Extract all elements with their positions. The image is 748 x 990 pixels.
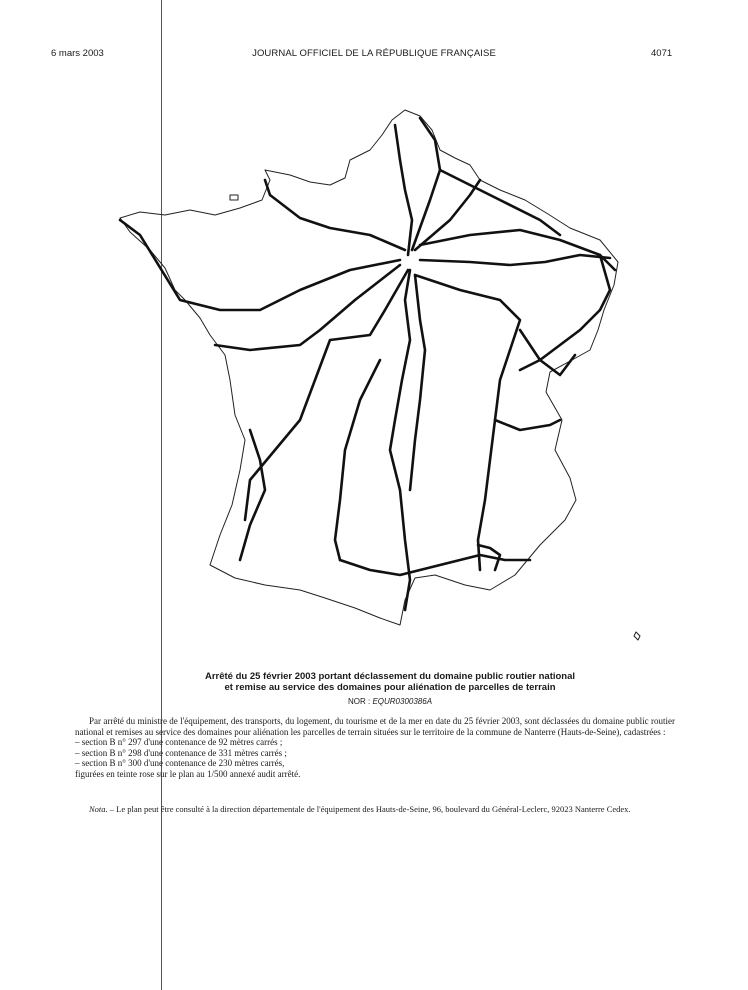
road-central xyxy=(390,270,410,610)
nota-text: – Le plan peut être consulté à la direction départementale de l'équipement des Hauts-de-Seine, 96, boulevard du Général-Leclerc, 92023 Nanterre Cedex. xyxy=(107,804,631,814)
nor-reference xyxy=(130,697,650,706)
page-header xyxy=(0,48,748,62)
arrete-title xyxy=(130,671,650,693)
island-mark xyxy=(230,195,238,200)
list-item: – section B n° 300 d'une contenance de 230 mètres carrés, xyxy=(75,758,285,768)
road-rhone xyxy=(478,350,510,570)
arrete-closing: figurées en teinte rose sur le plan au 1/500 annexé audit arrêté. xyxy=(75,768,301,779)
nota-label: Nota. xyxy=(89,804,108,814)
nota-note xyxy=(75,804,675,814)
road-lyon-geneva xyxy=(495,420,560,430)
arrete-title-line-1: Arrêté du 25 février 2003 portant déclassement du domaine public routier national xyxy=(204,671,576,682)
arrete-paragraph: Par arrêté du ministre de l'équipement, des transports, du logement, du tourisme et de la mer en date du 25 février 2003, sont déclassées du domaine public routier national et remises au service des domaines pour aliénation les parcelles de terrain situées sur le territoire de la commune de Nanterre (Hauts-de-Seine), cadastrées : xyxy=(75,716,675,737)
road-northwest xyxy=(265,180,405,250)
list-item: – section B n° 297 d'une contenance de 92 mètres carrés ; xyxy=(75,737,283,747)
corsica-hint xyxy=(634,632,640,640)
road-north-1 xyxy=(395,125,412,255)
road-alps xyxy=(520,330,575,375)
road-central-2 xyxy=(410,275,425,490)
road-lille-east xyxy=(440,170,560,235)
nor-code: EQUR0300386A xyxy=(372,697,433,706)
page-number: 4071 xyxy=(651,48,673,59)
road-north-2 xyxy=(412,118,440,250)
arrete-title-line-2: et remise au service des domaines pour aliénation de parcelles de terrain xyxy=(224,682,556,693)
list-item: – section B n° 298 d'une contenance de 331 mètres carrés ; xyxy=(75,747,287,758)
journal-title: JOURNAL OFFICIEL DE LA RÉPUBLIQUE FRANÇAISE xyxy=(252,48,496,59)
nor-label: NOR : xyxy=(347,697,371,706)
france-road-map xyxy=(110,90,650,650)
road-southcoast xyxy=(340,555,530,575)
road-east-3 xyxy=(415,275,520,350)
arrete-body xyxy=(75,716,675,779)
road-southwest xyxy=(245,270,408,520)
road-east-1 xyxy=(420,255,610,265)
road-west xyxy=(215,265,400,350)
france-outline xyxy=(120,110,618,625)
road-rhine xyxy=(520,255,610,370)
header-date: 6 mars 2003 xyxy=(51,48,104,59)
road-south-west xyxy=(335,360,380,560)
